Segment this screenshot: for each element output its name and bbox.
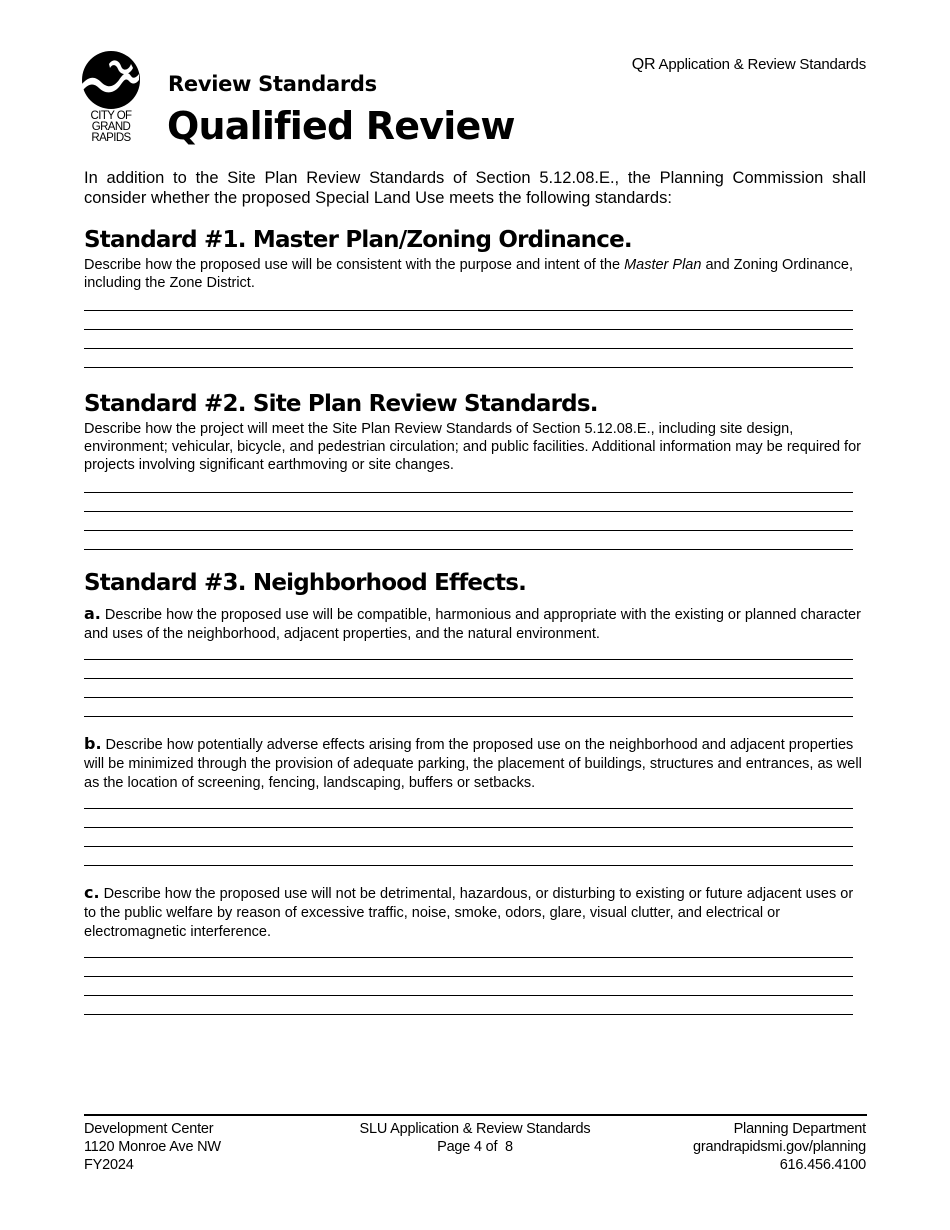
standard-2-section: [84, 390, 866, 550]
document-label: [632, 56, 866, 74]
standard-3a: [84, 604, 866, 717]
standard-2-description: Describe how the project will meet the Site Plan Review Standards of Section 5.12.08.E., including site design, environment; vehicular, bicycle, and pedestrian circulation; and public facilities. Additional information may be required for projects involving significant earthmoving or site changes.: [84, 421, 861, 473]
footer-phone: 616.456.4100: [779, 1157, 866, 1173]
answer-line[interactable]: [84, 809, 853, 828]
answer-line[interactable]: [84, 330, 853, 349]
standard-1-heading: Standard #1. Master Plan/Zoning Ordinance.: [84, 227, 632, 253]
footer-right: [693, 1120, 866, 1174]
answer-line[interactable]: [84, 828, 853, 847]
answer-line[interactable]: [84, 698, 853, 717]
answer-line[interactable]: [84, 531, 853, 550]
answer-line[interactable]: [84, 302, 853, 311]
answer-line[interactable]: [84, 512, 853, 531]
standard-3a-answer-lines[interactable]: [84, 651, 866, 717]
page-subtitle: Review Standards: [168, 72, 377, 96]
master-plan-emphasis: Master Plan: [624, 257, 702, 273]
standard-3b-answer-lines[interactable]: [84, 800, 866, 866]
standard-2-answer-lines[interactable]: [84, 484, 866, 550]
sub-item-letter: a.: [84, 604, 101, 623]
footer-document-name: SLU Application & Review Standards: [359, 1121, 591, 1137]
logo-text-line-1: CITY OF: [90, 110, 132, 122]
footer-left: [84, 1120, 221, 1174]
answer-line[interactable]: [84, 949, 853, 958]
answer-line[interactable]: [84, 977, 853, 996]
standard-3c-description: c. Describe how the proposed use will not be detrimental, hazardous, or disturbing to existing or future adjacent uses or to the public welfare by reason of excessive traffic, noise, smoke, odors, glare, visual clutter, and electrical or electromagnetic interference.: [84, 883, 854, 940]
answer-line[interactable]: [84, 493, 853, 512]
standard-2-heading: Standard #2. Site Plan Review Standards.: [84, 391, 598, 417]
logo-text-line-3: RAPIDS: [91, 132, 131, 144]
footer-center: [335, 1120, 615, 1156]
standard-1-answer-lines[interactable]: [84, 302, 866, 368]
answer-line[interactable]: [84, 651, 853, 660]
answer-line[interactable]: [84, 660, 853, 679]
standard-3c: [84, 883, 866, 1015]
intro-paragraph: In addition to the Site Plan Review Standards of Section 5.12.08.E., the Planning Commission shall consider whether the proposed Special Land Use meets the following standards:: [84, 169, 866, 207]
standard-1-description: Describe how the proposed use will be consistent with the purpose and intent of the Master Plan and Zoning Ordinance, including the Zone District.: [84, 257, 853, 291]
footer-office: Development Center: [84, 1121, 214, 1137]
answer-line[interactable]: [84, 958, 853, 977]
standard-1-section: [84, 226, 866, 368]
standard-3-heading: Standard #3. Neighborhood Effects.: [84, 570, 527, 596]
answer-line[interactable]: [84, 679, 853, 698]
standard-3-section: [84, 569, 866, 1015]
footer-fiscal-year: FY2024: [84, 1157, 134, 1173]
city-logo-icon: [81, 50, 141, 146]
standard-3b: [84, 734, 866, 866]
standard-3b-description: b. Describe how potentially adverse effects arising from the proposed use on the neighborhood and adjacent properties will be minimized through the provision of adequate parking, the placement of buildings, structures and entrances, as well as the location of screening, fencing, landscaping, buffers or setbacks.: [84, 734, 862, 791]
logo-text-line-2: GRAND: [91, 121, 131, 133]
answer-line[interactable]: [84, 311, 853, 330]
answer-line[interactable]: [84, 484, 853, 493]
footer-divider: [84, 1114, 867, 1116]
document-label-text: Application & Review Standards: [658, 56, 866, 73]
sub-item-letter: c.: [84, 883, 100, 902]
footer-website-link[interactable]: grandrapidsmi.gov/planning: [693, 1139, 866, 1155]
city-logo: [81, 50, 141, 146]
answer-line[interactable]: [84, 800, 853, 809]
answer-line[interactable]: [84, 847, 853, 866]
page-title: Qualified Review: [167, 104, 515, 148]
footer-page-number: Page 4 of 8: [437, 1139, 513, 1155]
footer-address: 1120 Monroe Ave NW: [84, 1139, 221, 1155]
answer-line[interactable]: [84, 996, 853, 1015]
answer-line[interactable]: [84, 349, 853, 368]
sub-item-letter: b.: [84, 734, 102, 753]
document-label-prefix: QR: [631, 56, 656, 73]
footer-department: Planning Department: [733, 1121, 866, 1137]
standard-3c-answer-lines[interactable]: [84, 949, 866, 1015]
standard-3a-description: a. Describe how the proposed use will be compatible, harmonious and appropriate with the existing or planned character and uses of the neighborhood, adjacent properties, and the natural environment.: [84, 604, 861, 642]
